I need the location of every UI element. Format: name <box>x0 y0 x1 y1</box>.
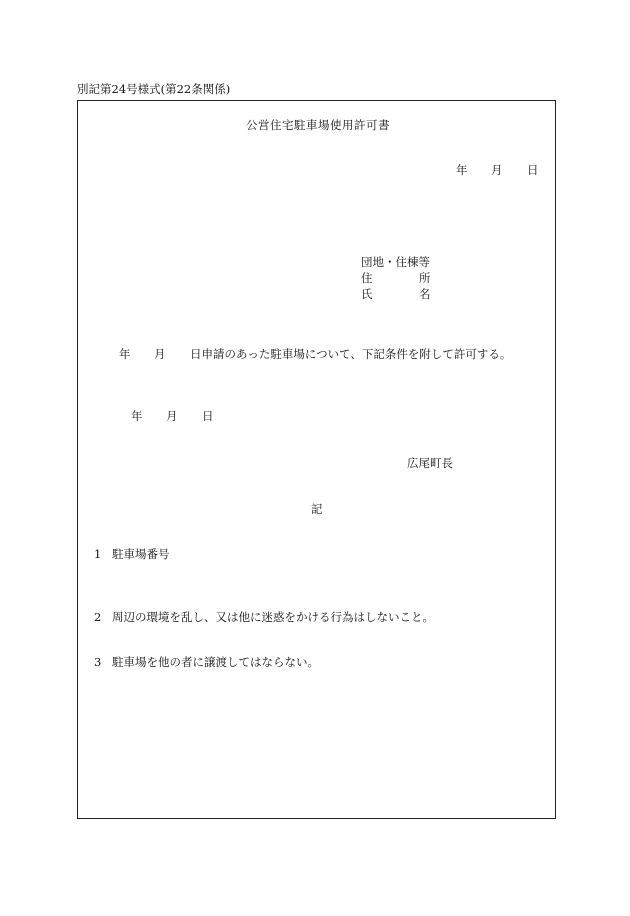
recipient-name-label-left: 氏 <box>361 287 373 301</box>
top-date-day: 日 <box>527 163 539 177</box>
list-item-number: 3 <box>94 655 102 669</box>
sentence-month: 月 <box>154 347 166 361</box>
document-title: 公営住宅駐車場使用許可書 <box>246 118 390 132</box>
top-date-year: 年 <box>456 163 468 177</box>
sentence-year: 年 <box>119 347 131 361</box>
list-item-number: 2 <box>94 610 102 624</box>
ki-heading: 記 <box>311 502 323 516</box>
issuer-name: 広尾町長 <box>407 456 453 470</box>
list-item-text: 駐車場を他の者に譲渡してはならない。 <box>112 655 319 669</box>
issue-date-day: 日 <box>202 409 214 423</box>
list-item-text: 駐車場番号 <box>112 547 170 561</box>
top-date-month: 月 <box>491 163 503 177</box>
form-frame <box>77 100 556 819</box>
form-number-label: 別記第24号様式(第22条関係) <box>77 82 231 96</box>
list-item-number: 1 <box>94 547 102 561</box>
list-item-text: 周辺の環境を乱し、又は他に迷惑をかける行為はしないこと。 <box>112 610 434 624</box>
recipient-address-label-left: 住 <box>361 271 373 285</box>
recipient-address-label-right: 所 <box>419 271 431 285</box>
sentence-text: 日申請のあった駐車場について、下記条件を附して許可する。 <box>190 347 512 361</box>
recipient-complex-label: 団地・住棟等 <box>361 255 430 269</box>
issue-date-month: 月 <box>166 409 178 423</box>
issue-date-year: 年 <box>131 409 143 423</box>
recipient-name-label-right: 名 <box>419 287 431 301</box>
